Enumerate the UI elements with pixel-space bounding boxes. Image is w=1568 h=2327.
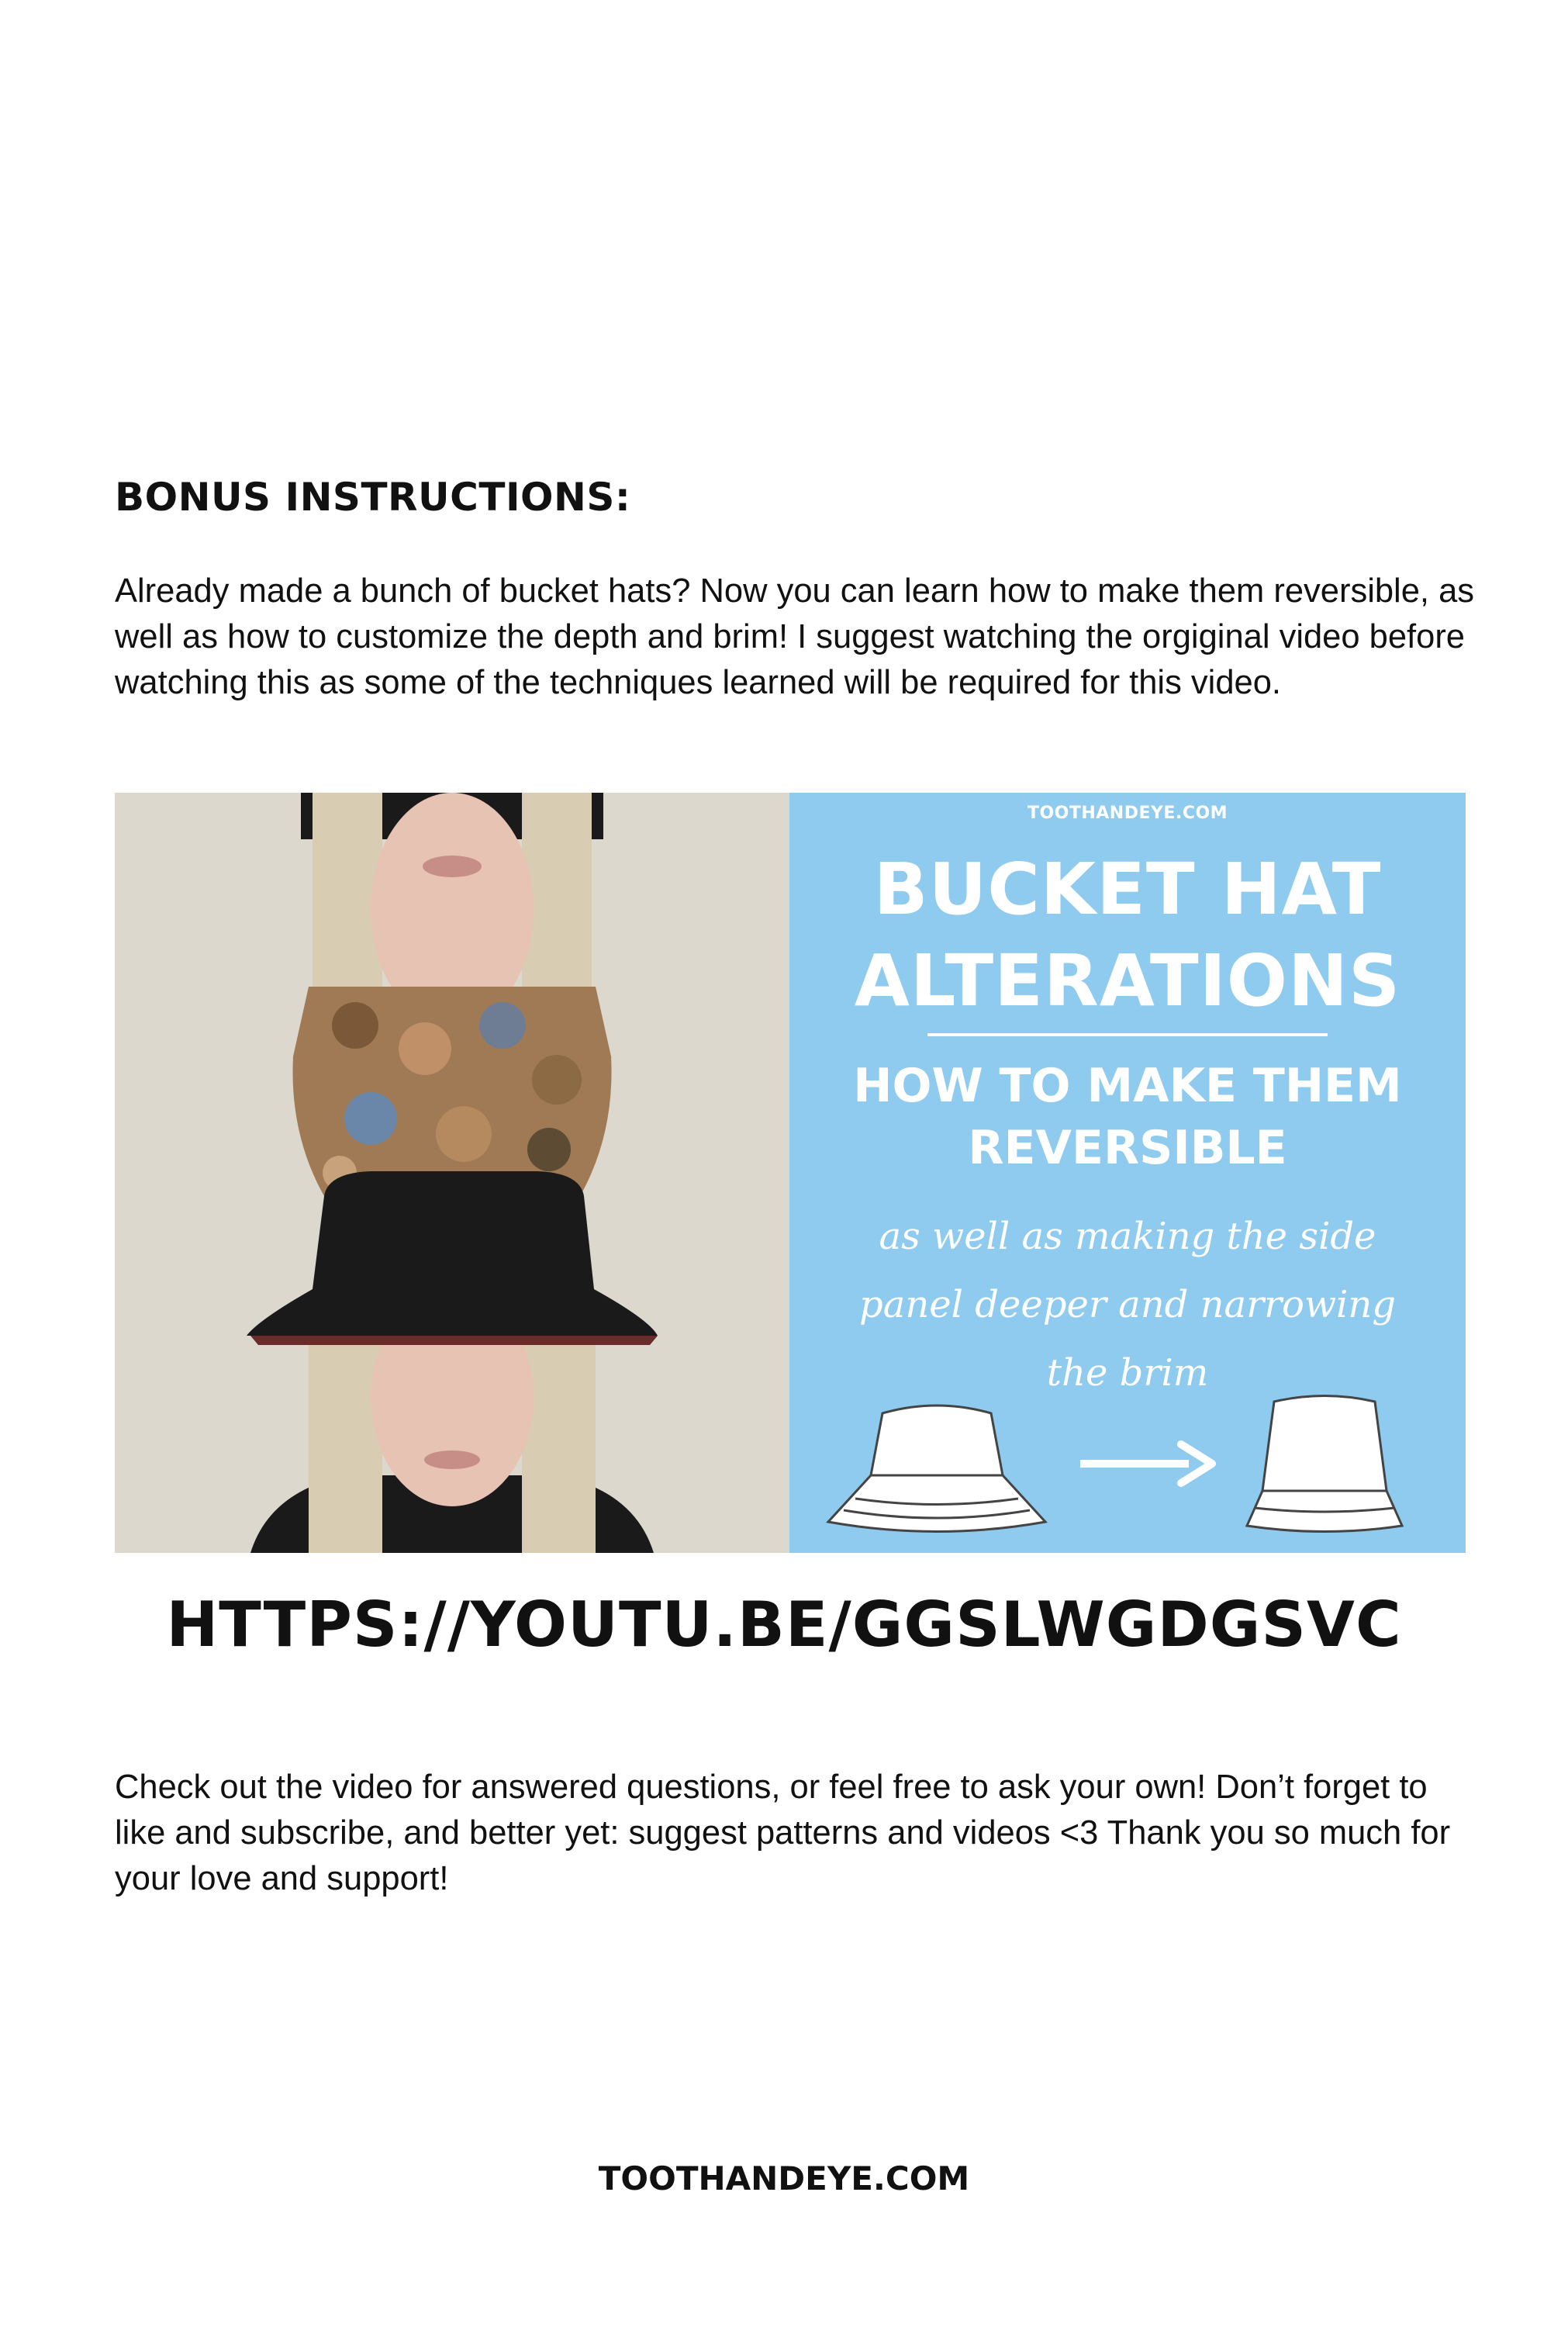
upside-down-model — [293, 793, 612, 1196]
wide-brim-hat-icon — [828, 1406, 1045, 1532]
bonus-heading: BONUS INSTRUCTIONS: — [115, 475, 631, 520]
promo-script-line-1: as well as making the side — [879, 1215, 1376, 1258]
promo-subtitle-line-1: HOW TO MAKE THEM — [853, 1059, 1402, 1113]
hat-comparison-illustration — [789, 1382, 1466, 1537]
promo-script-text — [836, 1202, 1419, 1407]
narrow-brim-hat-icon — [1247, 1396, 1402, 1532]
model-photo-illustration — [115, 793, 789, 1553]
promo-divider — [927, 1033, 1328, 1036]
promo-script-line-3: the brim — [1046, 1351, 1209, 1395]
video-thumbnail[interactable] — [115, 793, 1466, 1553]
outro-paragraph: Check out the video for answered questions, or feel free to ask your own! Don’t forget to like and subscribe, and better yet: suggest patterns and videos <3 Thank you so much for your love and support! — [115, 1769, 1451, 1897]
arrow-right-icon — [1080, 1444, 1212, 1483]
bonus-intro-paragraph: Already made a bunch of bucket hats? Now you can learn how to make them reversible, as well as how to customize the depth and brim! I suggest watching the orgiginal video before watching this as some of the techniques learned will be required for this video. — [115, 572, 1475, 701]
footer-site-link[interactable]: TOOTHANDEYE.COM — [598, 2159, 970, 2197]
promo-panel — [789, 793, 1466, 1553]
promo-subtitle — [789, 1055, 1466, 1179]
promo-script-line-2: panel deeper and narrowing — [858, 1283, 1397, 1326]
video-url-link[interactable]: HTTPS://YOUTU.BE/GGSLWGDGSVC — [166, 1589, 1402, 1661]
upright-model — [247, 1171, 658, 1553]
promo-site-label: TOOTHANDEYE.COM — [1027, 804, 1228, 823]
promo-title-line-2: ALTERATIONS — [854, 939, 1401, 1022]
promo-title-line-1: BUCKET HAT — [873, 848, 1382, 931]
promo-subtitle-line-2: REVERSIBLE — [968, 1121, 1287, 1175]
promo-title — [789, 844, 1466, 1027]
model-photo — [115, 793, 789, 1553]
